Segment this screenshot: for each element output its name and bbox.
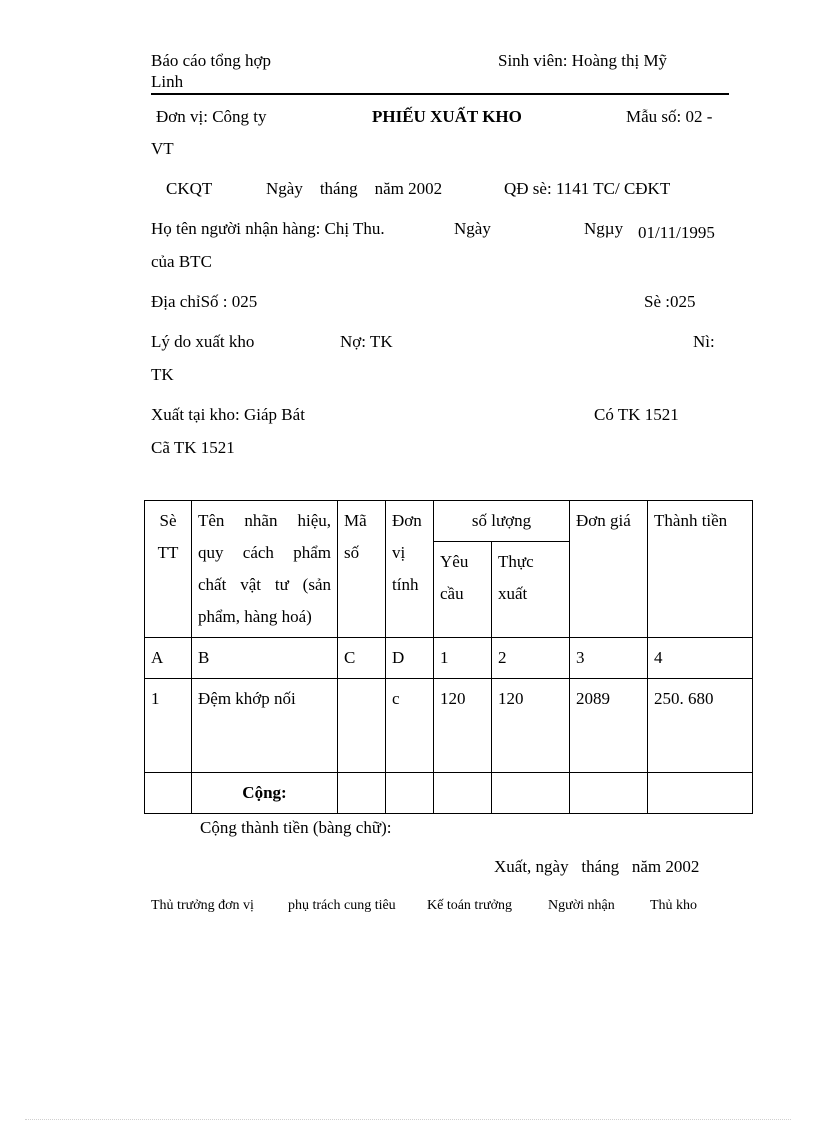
signature-head: Thủ trưởng đơn vị: [151, 898, 254, 913]
report-title-cont: Linh: [151, 72, 184, 91]
debit-account-2-cont: TK: [151, 365, 174, 384]
voucher-number: Sè :025: [644, 292, 696, 311]
form-number: Mẫu số: 02 -: [626, 107, 713, 126]
table-cell: [338, 679, 386, 773]
actual-header: Thực xuất: [492, 542, 570, 638]
table-cell: 120: [492, 679, 570, 773]
table-cell: D: [386, 638, 434, 679]
table-cell: 250. 680: [648, 679, 753, 773]
receiver-day: Ngày: [454, 219, 491, 238]
company-code: CKQT: [166, 179, 213, 198]
report-title: Báo cáo tổng hợp: [151, 51, 271, 70]
stt-header: Sè TT: [145, 501, 192, 638]
total-row: [145, 773, 753, 814]
header-rule: [151, 93, 729, 95]
issuer-btc: của BTC: [151, 252, 212, 271]
table-cell: Đệm khớp nối: [192, 679, 338, 773]
table-cell: 3: [570, 638, 648, 679]
credit-account-2: Cã TK 1521: [151, 438, 235, 457]
code-header: Mã số: [338, 501, 386, 638]
table-cell: [386, 773, 434, 814]
export-reason: Lý do xuất kho: [151, 332, 255, 351]
table-cell: 2089: [570, 679, 648, 773]
table-cell: A: [145, 638, 192, 679]
unit-label: Đơn vị: Công ty: [156, 107, 267, 126]
quantity-header: số lượng: [434, 501, 570, 542]
name-header: Tên nhãn hiệu, quy cách phẩm chất vật tư (sản phẩm, hàng hoá): [192, 501, 338, 638]
page-bottom-border: [25, 1119, 791, 1120]
signature-chief-accountant: Kế toán trưởng: [427, 898, 512, 913]
warehouse: Xuất tại kho: Giáp Bát: [151, 405, 305, 424]
table-cell: 1: [434, 638, 492, 679]
price-header: Đơn giá: [570, 501, 648, 638]
unit-header: Đơn vị tính: [386, 501, 434, 638]
total-label: Cộng:: [192, 773, 338, 814]
decision-day-label: Ngµy: [584, 219, 624, 238]
receiver-name: Họ tên người nhận hàng: Chị Thu.: [151, 219, 385, 238]
debit-account: Nợ: TK: [340, 332, 393, 351]
table-cell: 120: [434, 679, 492, 773]
table-cell: 2: [492, 638, 570, 679]
table-cell: C: [338, 638, 386, 679]
table-cell: [145, 773, 192, 814]
signature-supply: phụ trách cung tiêu: [288, 898, 396, 913]
form-date: Ngày tháng năm 2002: [266, 179, 443, 198]
form-number-cont: VT: [151, 139, 174, 158]
header-row: [145, 501, 753, 542]
signature-storekeeper: Thủ kho: [650, 898, 698, 913]
debit-account-2: Nì:: [693, 332, 715, 351]
table-cell: 1: [145, 679, 192, 773]
table-cell: [570, 773, 648, 814]
decision-number: QĐ sè: 1141 TC/ CĐKT: [504, 179, 671, 198]
table-cell: c: [386, 679, 434, 773]
address: Địa chỉSố : 025: [151, 292, 258, 311]
total-in-words: Cộng thành tiền (bàng chữ):: [200, 818, 392, 837]
student-name: Sinh viên: Hoàng thị Mỹ: [498, 51, 668, 70]
table-cell: [648, 773, 753, 814]
table-cell: [492, 773, 570, 814]
export-date: Xuất, ngày tháng năm 2002: [494, 857, 700, 876]
table-cell: [338, 773, 386, 814]
form-title: PHIẾU XUẤT KHO: [372, 107, 522, 126]
signature-receiver: Người nhận: [548, 898, 615, 913]
credit-account: Có TK 1521: [594, 405, 679, 424]
table-cell: 4: [648, 638, 753, 679]
requested-header: Yêu cầu: [434, 542, 492, 638]
amount-header: Thành tiền: [648, 501, 753, 638]
table-cell: [434, 773, 492, 814]
decision-date: 01/11/1995: [638, 223, 715, 242]
table-row: [145, 679, 753, 773]
items-table: [144, 500, 753, 814]
index-row: [145, 638, 753, 679]
table-cell: B: [192, 638, 338, 679]
